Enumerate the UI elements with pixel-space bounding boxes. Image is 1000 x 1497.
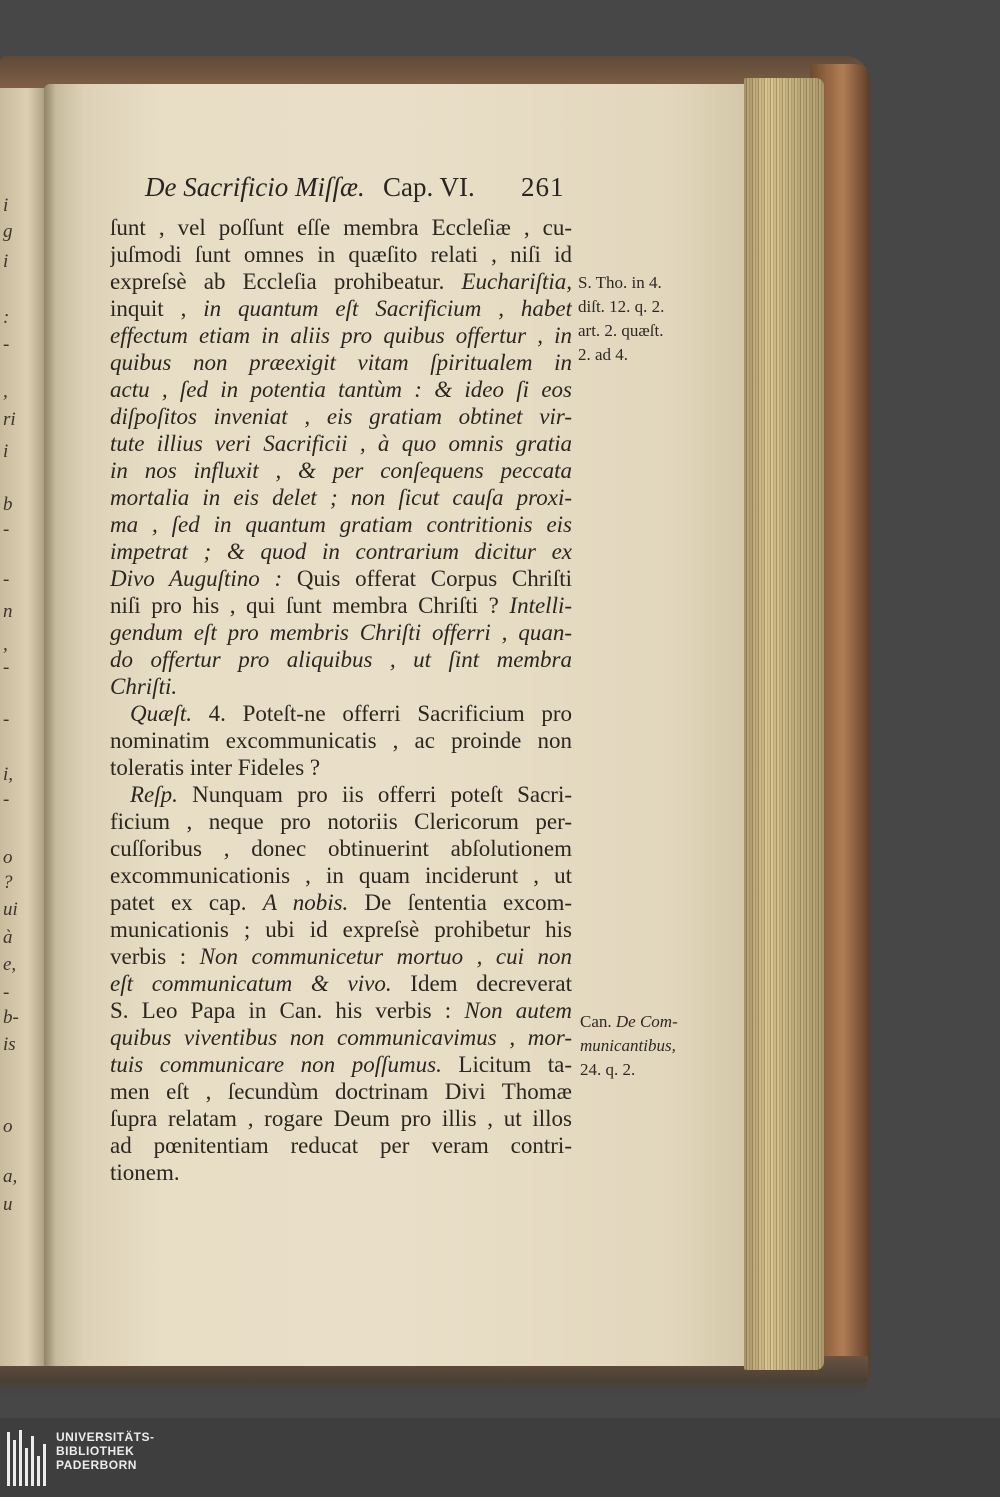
text-segment-italic: impetrat ; & quod in contrarium dicitur ex — [110, 539, 572, 564]
text-line — [110, 538, 572, 565]
left-page-fragment: e, — [3, 954, 17, 975]
text-segment-italic: Non autem — [464, 998, 572, 1023]
text-segment-italic: ma , ſed in quantum gratiam contritionis eis — [110, 512, 572, 537]
text-segment-italic: mortalia in eis delet ; non ſicut cauſa proxi- — [110, 485, 572, 510]
left-page-fragment: b — [3, 494, 13, 515]
text-line — [110, 646, 572, 673]
text-line — [110, 376, 572, 403]
text-line — [110, 457, 572, 484]
text-line — [110, 1051, 572, 1078]
text-line — [110, 808, 572, 835]
text-segment: tionem. — [110, 1160, 180, 1185]
library-logo-line: BIBLIOTHEK — [56, 1444, 135, 1458]
text-line — [110, 511, 572, 538]
text-segment: municationis ; ubi id expreſsè prohibetur his — [110, 917, 572, 942]
text-segment-italic: Divo Auguſtino : — [110, 566, 283, 591]
text-segment: cuſſoribus , donec obtinuerint abſolutionem — [110, 836, 572, 861]
marginal-note-line: municantibus, — [580, 1036, 676, 1055]
left-page-fragment: i, — [3, 764, 14, 785]
text-line — [110, 430, 572, 457]
library-logo-line: UNIVERSITÄTS- — [56, 1430, 155, 1444]
left-page-fragment: : — [3, 307, 10, 328]
left-page-fragment: - — [3, 334, 10, 355]
left-page-fragment: à — [3, 927, 13, 948]
text-segment-italic: Euchariſtia, — [461, 269, 572, 294]
text-segment-italic: quibus non præexigit vitam ſpiritualem in — [110, 350, 572, 375]
text-segment: Nunquam pro iis offerri poteſt Sacri- — [192, 782, 572, 807]
text-segment: excommunicationis , in quam inciderunt , ut — [110, 863, 572, 888]
text-segment: verbis : — [110, 944, 187, 969]
text-line — [110, 1159, 572, 1186]
left-page-fragment: o — [3, 847, 13, 868]
text-line — [110, 754, 572, 781]
text-line — [110, 970, 572, 997]
text-line — [110, 1078, 572, 1105]
text-segment-italic: quibus viventibus non communicavimus , mor- — [110, 1025, 572, 1050]
running-head-title: De Sacrificio Miſſæ. — [145, 172, 365, 202]
text-line — [110, 241, 572, 268]
text-line — [110, 349, 572, 376]
left-page-fragment: - — [3, 519, 10, 540]
marginal-note-line: art. 2. quæſt. — [578, 321, 664, 340]
left-page-fragment: n — [3, 601, 13, 622]
text-segment-italic: gendum eſt pro membris Chriſti offerri , quan- — [110, 620, 572, 645]
text-line — [110, 943, 572, 970]
library-logo-line: PADERBORN — [56, 1458, 137, 1472]
text-segment: Quis offerat Corpus Chriſti — [296, 566, 572, 591]
library-logo-mark — [6, 1426, 50, 1488]
marginal-note-line: 2. ad 4. — [578, 345, 629, 364]
left-page-fragment: - — [3, 982, 10, 1003]
left-page-fragment: - — [3, 657, 10, 678]
question-label: Quæſt. — [130, 701, 192, 726]
text-segment: inquit , — [110, 296, 187, 321]
text-segment-italic: Non communicetur mortuo , cui non — [199, 944, 572, 969]
text-segment: nominatim excommunicatis , ac proinde non — [110, 728, 572, 753]
left-page-fragment: , — [3, 634, 8, 655]
chapter-label: Cap. VI. — [383, 172, 475, 202]
text-line — [110, 214, 572, 241]
text-segment: ad pœnitentiam reducat per veram contri- — [110, 1133, 572, 1158]
text-line — [110, 322, 572, 349]
left-page-fragment: ? — [3, 872, 13, 893]
text-line — [110, 997, 572, 1024]
text-line — [110, 1105, 572, 1132]
text-segment: Licitum ta- — [458, 1052, 572, 1077]
left-page-fragment: - — [3, 709, 10, 730]
text-line — [110, 484, 572, 511]
text-line — [110, 1132, 572, 1159]
text-segment: Idem decreverat — [410, 971, 572, 996]
text-segment: ſunt , vel poſſunt eſſe membra Eccleſiæ , cu- — [110, 215, 572, 240]
marginal-note-line: S. Tho. in 4. — [578, 273, 662, 292]
text-line — [110, 295, 572, 322]
text-segment: niſi pro his , qui ſunt membra Chriſti ? — [110, 593, 499, 618]
text-segment-italic: do offertur pro aliquibus , ut ſint membra — [110, 647, 572, 672]
left-page-fragment: i — [3, 441, 9, 462]
text-segment-italic: Chriſti. — [110, 674, 178, 699]
text-segment-italic: tute illius veri Sacrificii , à quo omnis gratia — [110, 431, 572, 456]
text-line — [110, 700, 572, 727]
text-line — [110, 889, 572, 916]
left-page-fragment: ui — [3, 899, 18, 920]
marginal-note-thomas — [578, 271, 664, 367]
body-text — [110, 214, 572, 1186]
text-segment-italic: diſpoſitos inveniat , eis gratiam obtinet vir- — [110, 404, 572, 429]
left-page-fragment: - — [3, 569, 10, 590]
page-edges — [744, 78, 824, 1370]
text-segment: men eſt , ſecundùm doctrinam Divi Thomæ — [110, 1079, 572, 1104]
text-segment: expreſsè ab Eccleſia prohibeatur. — [110, 269, 445, 294]
left-page-fragment: i — [3, 251, 9, 272]
text-segment: ficium , neque pro notoriis Clericorum per- — [110, 809, 572, 834]
text-segment: S. Leo Papa in Can. his verbis : — [110, 998, 452, 1023]
text-line — [110, 592, 572, 619]
text-segment: patet ex cap. — [110, 890, 247, 915]
marginal-note-canon — [580, 1010, 678, 1082]
library-logo-text — [56, 1430, 155, 1472]
left-page-fragment: ri — [3, 409, 16, 430]
text-line — [110, 1024, 572, 1051]
marginal-note-segment: Can. — [580, 1012, 612, 1031]
text-segment-italic: A nobis. — [262, 890, 349, 915]
text-segment-italic: effectum etiam in aliis pro quibus offertur , in — [110, 323, 572, 348]
left-page-fragment: g — [3, 221, 13, 242]
marginal-note-line: 24. q. 2. — [580, 1060, 636, 1079]
text-segment-italic: eſt communicatum & vivo. — [110, 971, 392, 996]
text-line — [110, 916, 572, 943]
page-number: 261 — [521, 172, 565, 202]
text-segment-italic: actu , ſed in potentia tantùm : & ideo ſi eos — [110, 377, 572, 402]
text-segment: toleratis inter Fideles ? — [110, 755, 321, 780]
marginal-note-segment-italic: De Com- — [615, 1012, 678, 1031]
left-page-fragment: a, — [3, 1166, 18, 1187]
text-segment: De ſententia excom- — [364, 890, 572, 915]
text-segment-italic: Intelli- — [509, 593, 572, 618]
text-segment: juſmodi ſunt omnes in quæſito relati , niſi id — [110, 242, 572, 267]
left-page-fragment: is — [3, 1034, 16, 1055]
text-line — [110, 862, 572, 889]
text-line — [110, 727, 572, 754]
marginal-note-line: diſt. 12. q. 2. — [578, 297, 665, 316]
text-segment: ſupra relatam , rogare Deum pro illis , ut illos — [110, 1106, 572, 1131]
left-page-fragment: , — [3, 381, 8, 402]
text-line — [110, 619, 572, 646]
text-line — [110, 565, 572, 592]
left-page-fragment: - — [3, 789, 10, 810]
text-segment: 4. Poteſt-ne offerri Sacrificium pro — [208, 701, 572, 726]
text-segment-italic: tuis communicare non poſſumus. — [110, 1052, 442, 1077]
left-page-fragment: u — [3, 1194, 13, 1215]
text-line — [110, 835, 572, 862]
left-page-fragment: b- — [3, 1007, 19, 1028]
text-line — [110, 403, 572, 430]
text-line — [110, 781, 572, 808]
text-segment-italic: in nos influxit , & per conſequens peccata — [110, 458, 572, 483]
left-page-fragment: i — [3, 195, 9, 216]
text-line — [110, 268, 572, 295]
response-label: Reſp. — [130, 782, 178, 807]
marginal-note-line — [580, 1010, 678, 1034]
text-line — [110, 673, 572, 700]
left-page-fragment: o — [3, 1116, 13, 1137]
text-segment-italic: in quantum eſt Sacrificium , habet — [203, 296, 572, 321]
